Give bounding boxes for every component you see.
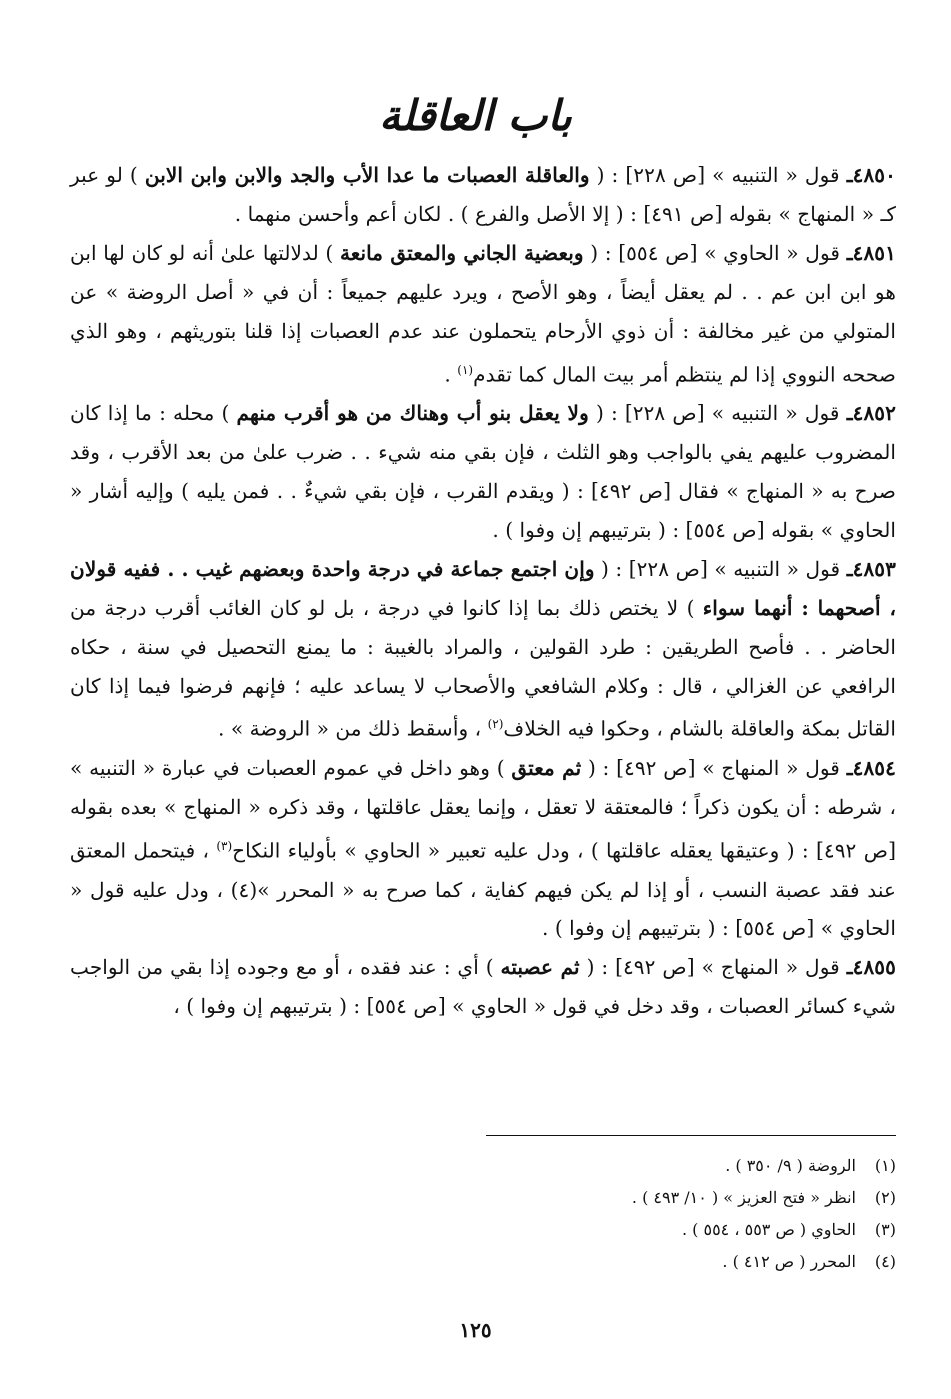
quoted-text: وإن اجتمع جماعة في درجة واحدة وبعضهم غيب . . ففيه قولان ، أصحهما : أنهما سواء — [70, 556, 896, 620]
paragraph-rest: ) لا يختص ذلك بما إذا كانوا في درجة ، بل لو كان الغائب أقرب درجة من الحاضر . . فأصح الطريقين : طرد القولين ، والمراد بالغيبة : ما يمنع التحصيل في سنة ، حكاه الرافعي عن الغزالي ، قال : وكلام الشافعي والأصحاب لا يساعد عليه ؛ فإنهم فرضوا فيما إذا كان القاتل بمكة والعاقلة بالشام ، وحكوا فيه الخلاف — [70, 595, 896, 742]
paragraph-number: ٤٨٥٠ـ — [846, 163, 896, 187]
paragraph-rest: ) لو عبر كـ « المنهاج » بقوله [ص ٤٩١] : ( إلا الأصل والفرع ) . لكان أعم وأحسن منهما . — [70, 163, 896, 226]
paragraph-4854 — [70, 749, 896, 948]
quoted-text: والعاقلة العصبات ما عدا الأب والجد والابن وابن الابن — [144, 163, 590, 187]
footnote-text: الروضة ( ٩/ ٣٥٠ ) . — [725, 1156, 856, 1175]
footnote-mark: (١) — [874, 1156, 896, 1175]
footnote-text: انظر « فتح العزيز » ( ١٠/ ٤٩٣ ) . — [631, 1188, 856, 1207]
paragraph-lead: قول « التنبيه » [ص ٢٢٨] : ( — [594, 556, 847, 581]
paragraph-lead: قول « التنبيه » [ص ٢٢٨] : ( — [588, 401, 847, 426]
footnote-ref[interactable]: (٣) — [216, 838, 233, 853]
paragraph-lead: قول « التنبيه » [ص ٢٢٨] : ( — [589, 163, 847, 187]
quoted-text: ثم عصبته — [500, 955, 580, 980]
main-text — [70, 156, 896, 1026]
paragraph-number: ٤٨٥٢ـ — [846, 401, 896, 426]
paragraph-4853 — [70, 550, 896, 749]
page-number: ١٢٥ — [459, 1318, 492, 1342]
paragraph-number: ٤٨٥١ـ — [846, 240, 896, 265]
footnote-mark: (٤) — [874, 1252, 896, 1271]
paragraph-lead: قول « المنهاج » [ص ٤٩٢] : ( — [581, 756, 847, 781]
paragraph-tail: . — [444, 362, 458, 387]
footnote-3 — [70, 1214, 896, 1246]
paragraph-tail: ، فيتحمل المعتق عند فقد عصبة النسب ، أو إذا لم يكن فيهم كفاية ، كما صرح به « المحرر »(٤) ، ودل عليه قول « الحاوي » [ص ٥٥٤] : ( بترتيبهم إن وفوا ) . — [70, 838, 896, 941]
paragraph-4850 — [70, 156, 896, 234]
paragraph-number: ٤٨٥٣ـ — [846, 556, 896, 581]
chapter-title: باب العاقلة — [379, 91, 572, 140]
footnote-4 — [70, 1246, 896, 1278]
footnote-divider — [486, 1135, 896, 1136]
paragraph-lead: قول « المنهاج » [ص ٤٩٢] : ( — [579, 955, 847, 980]
quoted-text: ولا يعقل بنو أب وهناك من هو أقرب منهم — [236, 401, 589, 426]
quoted-text: ثم معتق — [511, 756, 582, 781]
footnote-mark: (٢) — [874, 1188, 896, 1207]
paragraph-tail: ، وأسقط ذلك من « الروضة » . — [217, 717, 488, 742]
paragraph-number: ٤٨٥٥ـ — [846, 955, 896, 980]
footnote-text: المحرر ( ص ٤١٢ ) . — [722, 1252, 856, 1271]
footnote-ref[interactable]: (٢) — [487, 717, 504, 732]
footnote-2 — [70, 1182, 896, 1214]
footnote-ref[interactable]: (١) — [457, 362, 474, 377]
footnote-mark: (٣) — [874, 1220, 896, 1239]
footnote-1 — [70, 1150, 896, 1182]
quoted-text: وبعضية الجاني والمعتق مانعة — [339, 240, 584, 265]
footnote-text: الحاوي ( ص ٥٥٣ ، ٥٥٤ ) . — [681, 1220, 856, 1239]
paragraph-number: ٤٨٥٤ـ — [846, 756, 896, 781]
paragraph-4852 — [70, 394, 896, 550]
paragraph-lead: قول « الحاوي » [ص ٥٥٤] : ( — [583, 240, 847, 265]
footnotes — [70, 1150, 896, 1278]
paragraph-4851 — [70, 234, 896, 394]
paragraph-4855 — [70, 948, 896, 1026]
paragraph-rest: ) وهو داخل في عموم العصبات في عبارة « التنبيه » ، شرطه : أن يكون ذكراً ؛ فالمعتقة لا تعقل ، وإنما يعقل عاقلتها ، وقد ذكره « المنهاج » بعده بقوله [ص ٤٩٢] : ( وعتيقها يعقله عاقلتها ) ، ودل عليه تعبير « الحاوي » بأولياء النكاح — [70, 756, 896, 863]
paragraph-rest: ) لدلالتها علىٰ أنه لو كان لها ابن هو ابن ابن عم . . لم يعقل أيضاً ، وهو الأصح ، ويرد عليهم جميعاً : أن في « أصل الروضة » عن المتولي من غير مخالفة : أن ذوي الأرحام يتحملون عند عدم العصبات إذا قلنا بتوريثهم ، وهو الذي صححه النووي إذا لم ينتظم أمر بيت المال كما تقدم — [70, 240, 896, 387]
paragraph-rest: ) أي : عند فقده ، أو مع وجوده إذا بقي من الواجب شيء كسائر العصبات ، وقد دخل في قول « الحاوي » [ص ٥٥٤] : ( بترتيبهم إن وفوا ) ، — [70, 955, 896, 1019]
paragraph-rest: ) محله : ما إذا كان المضروب عليهم يفي بالواجب وهو الثلث ، فإن بقي منه شيء . . ضرب علىٰ من بعد الأقرب ، وقد صرح به « المنهاج » فقال [ص ٤٩٢] : ( ويقدم القرب ، فإن بقي شيءٌ . . فمن يليه ) وإليه أشار « الحاوي » بقوله [ص ٥٥٤] : ( بترتيبهم إن وفوا ) . — [70, 401, 896, 542]
